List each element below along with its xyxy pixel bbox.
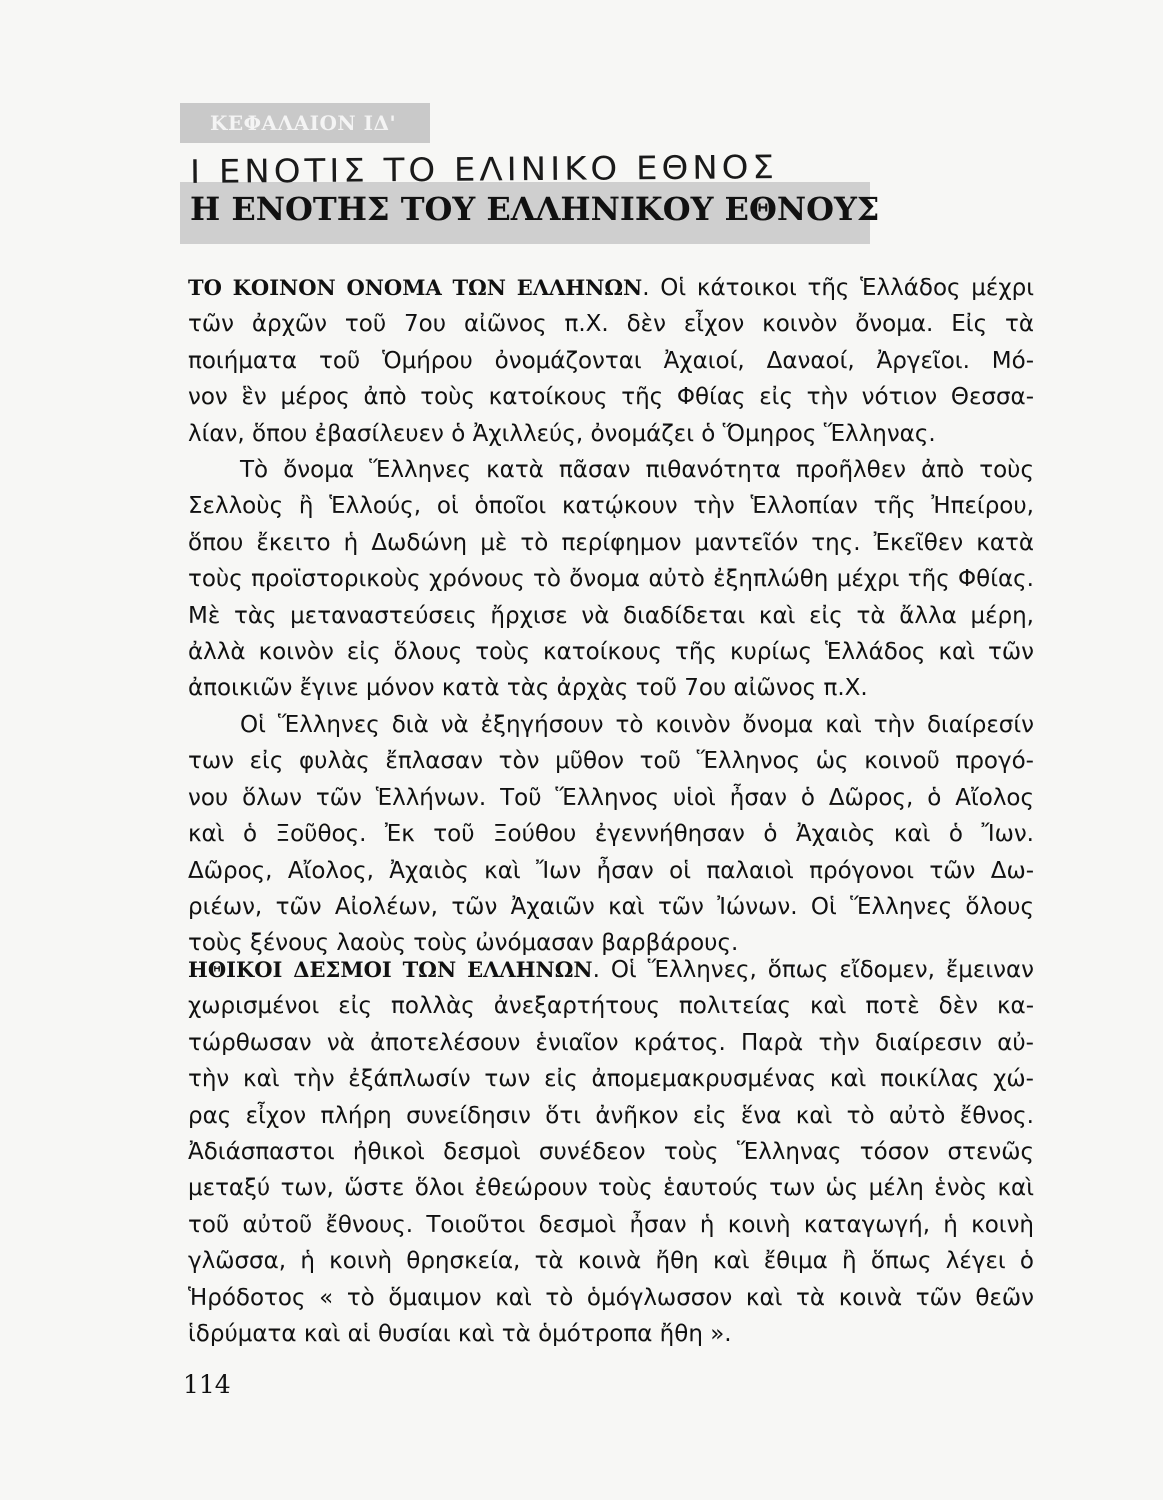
text-line: Τὸ ὄνομα Ἕλληνες κατὰ πᾶσαν πιθανότητα προῆλθεν ἀπὸ τοὺς (240, 457, 1034, 484)
text-line: τοὺς προϊστορικοὺς χρόνους τὸ ὄνομα αὐτὸ ἐξηπλώθη μέχρι τῆς Φθίας. (188, 566, 1034, 593)
text-line: γλῶσσα, ἡ κοινὴ θρησκεία, τὰ κοινὰ ἤθη καὶ ἔθιμα ἢ ὅπως λέγει ὁ (188, 1248, 1034, 1275)
section-heading: ΗΘΙΚΟΙ ΔΕΣΜΟΙ ΤΩΝ ΕΛΛΗΝΩΝ (188, 957, 593, 982)
chapter-title: Η ΕΝΟΤΗΣ ΤΟΥ ΕΛΛΗΝΙΚΟΥ ΕΘΝΟΥΣ (190, 190, 880, 228)
text-line: ΗΘΙΚΟΙ ΔΕΣΜΟΙ ΤΩΝ ΕΛΛΗΝΩΝ. Οἱ Ἕλληνες, ὅπως εἴδομεν, ἔμειναν (188, 957, 1034, 983)
section-moral-bonds (188, 952, 1034, 1352)
text-line: ποιήματα τοῦ Ὁμήρου ὀνομάζονται Ἀχαιοί, Δαναοί, Ἀργεῖοι. Μό- (188, 347, 1034, 374)
text-line: Ἀδιάσπαστοι ἠθικοὶ δεσμοὶ συνέδεον τοὺς Ἕλληνας τόσον στενῶς (188, 1139, 1034, 1166)
text-line: λίαν, ὅπου ἐβασίλευεν ὁ Ἀχιλλεύς, ὀνομάζει ὁ Ὅμηρος Ἕλληνας. (188, 420, 936, 447)
section-heading: ΤΟ ΚΟΙΝΟΝ ΟΝΟΜΑ ΤΩΝ ΕΛΛΗΝΩΝ (188, 275, 643, 300)
text-line: τοὺς ξένους λαοὺς τοὺς ὠνόμασαν βαρβάρους. (188, 930, 739, 957)
text-line: ΤΟ ΚΟΙΝΟΝ ΟΝΟΜΑ ΤΩΝ ΕΛΛΗΝΩΝ. Οἱ κάτοικοι τῆς Ἑλλάδος μέχρι (188, 275, 1034, 301)
text-line: νου ὅλων τῶν Ἑλλήνων. Τοῦ Ἕλληνος υἱοὶ ἦσαν ὁ Δῶρος, ὁ Αἴολος (188, 784, 1034, 811)
text-line: ὅπου ἔκειτο ἡ Δωδώνη μὲ τὸ περίφημον μαντεῖόν της. Ἐκεῖθεν κατὰ (188, 529, 1034, 556)
text-line: καὶ ὁ Ξοῦθος. Ἐκ τοῦ Ξούθου ἐγεννήθησαν ὁ Ἀχαιὸς καὶ ὁ Ἴων. (188, 821, 1034, 848)
text-line: τοῦ αὐτοῦ ἔθνους. Τοιοῦτοι δεσμοὶ ἦσαν ἡ κοινὴ καταγωγή, ἡ κοινὴ (188, 1211, 1034, 1238)
text-line: ἱδρύματα καὶ αἱ θυσίαι καὶ τὰ ὁμότροπα ἤθη ». (188, 1321, 732, 1348)
text-line: τῶν ἀρχῶν τοῦ 7ου αἰῶνος π.Χ. δὲν εἶχον κοινὸν ὄνομα. Εἰς τὰ (188, 311, 1034, 338)
section-common-name (188, 270, 1034, 962)
text-line: Δῶρος, Αἴολος, Ἀχαιὸς καὶ Ἴων ἦσαν οἱ παλαιοὶ πρόγονοι τῶν Δω- (188, 857, 1034, 884)
chapter-label: ΚΕΦΑΛΑΙΟΝ ΙΔ' (180, 103, 430, 143)
text-line: χωρισμένοι εἰς πολλὰς ἀνεξαρτήτους πολιτείας καὶ ποτὲ δὲν κα- (188, 993, 1034, 1020)
text-line: των εἰς φυλὰς ἔπλασαν τὸν μῦθον τοῦ Ἕλληνος ὡς κοινοῦ προγό- (188, 748, 1034, 775)
page-number: 114 (183, 1370, 231, 1399)
text-line: ρας εἶχον πλήρη συνείδησιν ὅτι ἀνῆκον εἰς ἕνα καὶ τὸ αὐτὸ ἔθνος. (188, 1102, 1034, 1129)
text-line: Μὲ τὰς μεταναστεύσεις ἤρχισε νὰ διαδίδεται καὶ εἰς τὰ ἄλλα μέρη, (188, 602, 1034, 629)
text-line: νον ἓν μέρος ἀπὸ τοὺς κατοίκους τῆς Φθίας εἰς τὴν νότιον Θεσσα- (188, 384, 1034, 411)
text-line: ριέων, τῶν Αἰολέων, τῶν Ἀχαιῶν καὶ τῶν Ἰώνων. Οἱ Ἕλληνες ὅλους (188, 893, 1034, 920)
text-line: ἀλλὰ κοινὸν εἰς ὅλους τοὺς κατοίκους τῆς κυρίως Ἑλλάδος καὶ τῶν (188, 639, 1034, 666)
text-line: τὴν καὶ τὴν ἐξάπλωσίν των εἰς ἀπομεμακρυσμένας καὶ ποικίλας χώ- (188, 1066, 1034, 1093)
text-line: Σελλοὺς ἢ Ἑλλούς, οἱ ὁποῖοι κατῴκουν τὴν Ἑλλοπίαν τῆς Ἠπείρου, (188, 493, 1034, 520)
text-line: Οἱ Ἕλληνες διὰ νὰ ἐξηγήσουν τὸ κοινὸν ὄνομα καὶ τὴν διαίρεσίν (240, 711, 1034, 738)
text-line: ἀποικιῶν ἔγινε μόνον κατὰ τὰς ἀρχὰς τοῦ 7ου αἰῶνος π.Χ. (188, 675, 868, 702)
text-line: μεταξύ των, ὥστε ὅλοι ἐθεώρουν τοὺς ἑαυτούς των ὡς μέλη ἑνὸς καὶ (188, 1175, 1034, 1202)
handwritten-note: Ι ΕΝΟΤΙΣ ΤΟ ΕΛΙΝΙΚΟ ΕΘΝΟΣ (189, 148, 779, 192)
text-line: τώρθωσαν νὰ ἀποτελέσουν ἑνιαῖον κράτος. Παρὰ τὴν διαίρεσιν αὐ- (188, 1029, 1034, 1056)
text-line: Ἡρόδοτος « τὸ ὅμαιμον καὶ τὸ ὁμόγλωσσον καὶ τὰ κοινὰ τῶν θεῶν (188, 1284, 1034, 1311)
